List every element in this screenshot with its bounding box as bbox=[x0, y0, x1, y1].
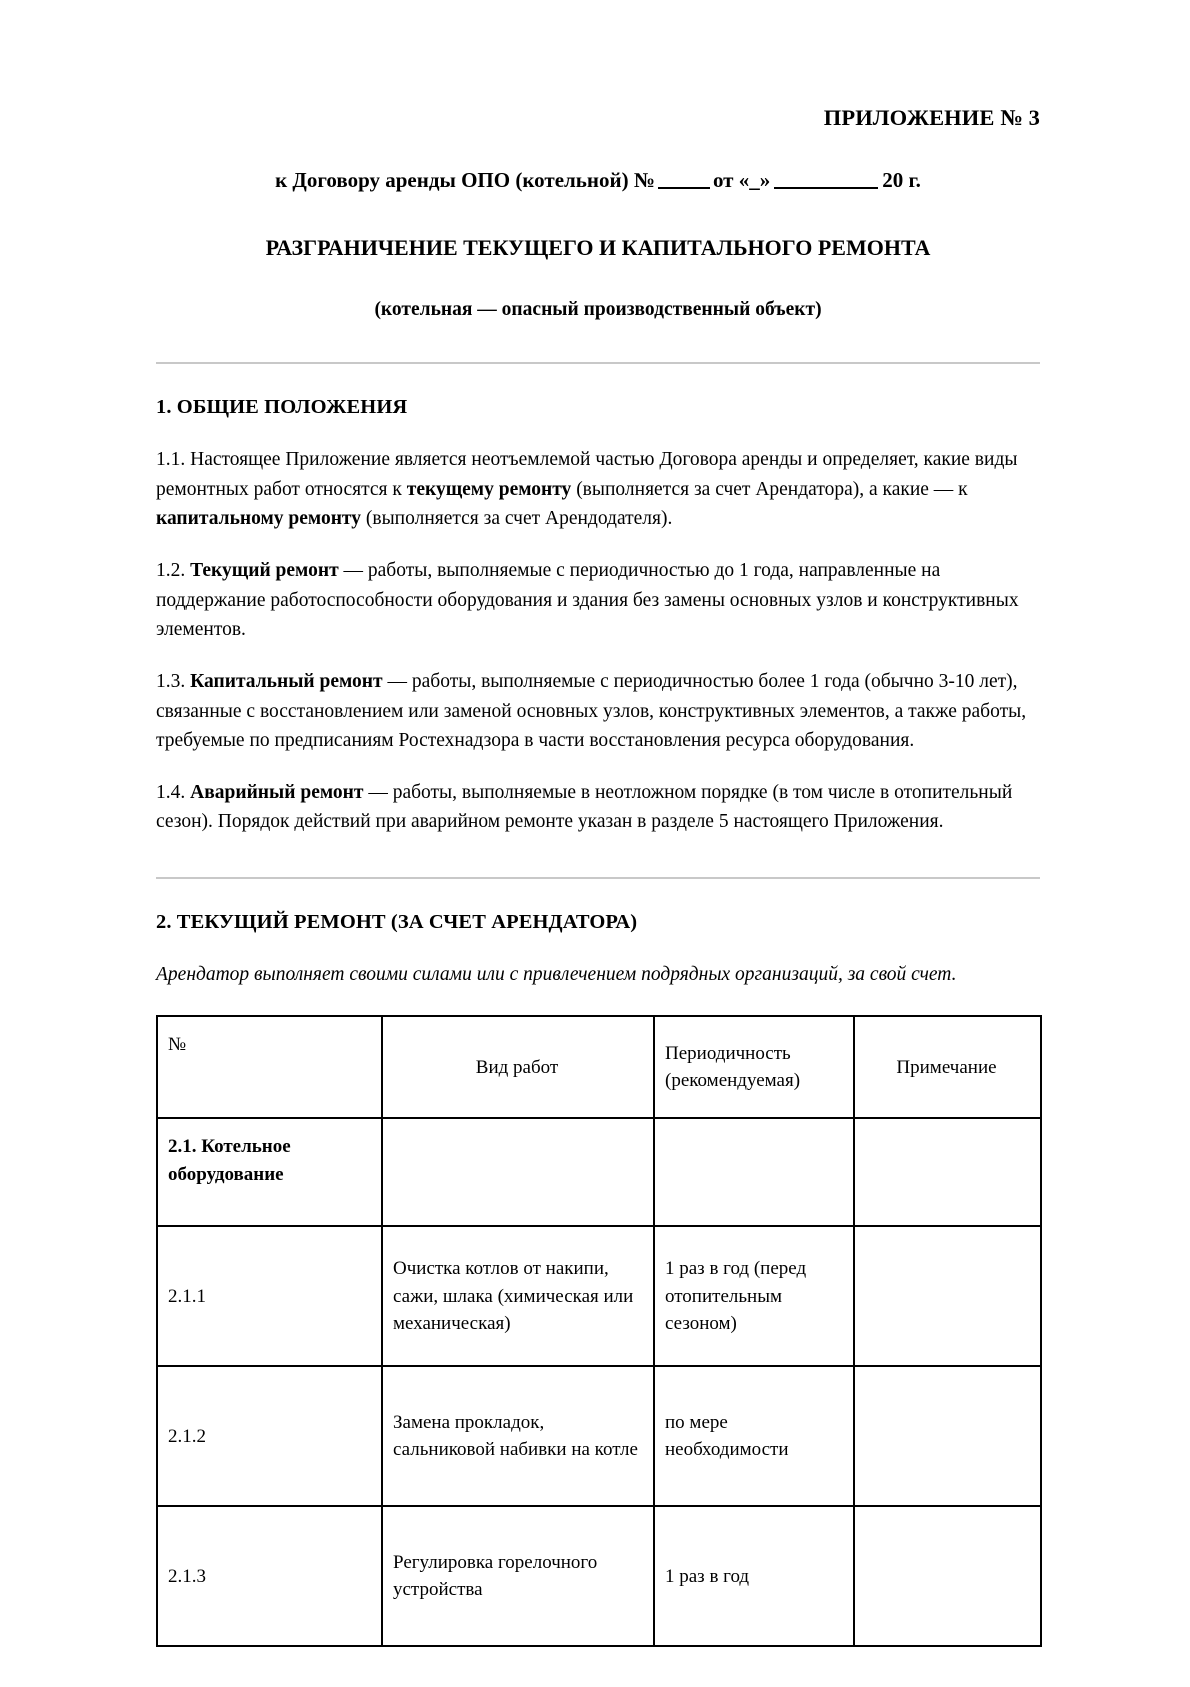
table-header-periodicity bbox=[654, 1016, 854, 1118]
table-header-row bbox=[157, 1016, 1041, 1118]
p-1-2-number: 1.2. bbox=[156, 560, 191, 582]
p-1-4-number: 1.4. bbox=[156, 781, 191, 803]
table-header-periodicity-line1: Периодичность bbox=[665, 1042, 791, 1064]
table-header-periodicity-line2: (рекомендуемая) bbox=[665, 1070, 801, 1092]
p-1-3-definition: — работы, выполняемые с периодичностью более 1 года (обычно 3-10 лет), связанные с восстановлением или заменой основных узлов, конструктивных элементов, а также работы, требуемые по предписаниям Ростехнадзора в части восстановления ресурса оборудования. bbox=[156, 670, 1027, 752]
table-cell-note bbox=[854, 1366, 1041, 1506]
p-1-1-bold-current-repair: текущему ремонту bbox=[406, 478, 572, 500]
table-row bbox=[157, 1366, 1041, 1506]
contract-reference-line bbox=[156, 167, 1040, 194]
table-row bbox=[157, 1118, 1041, 1226]
table-row bbox=[157, 1506, 1041, 1646]
table-cell-period: 1 раз в год (перед отопительным сезоном) bbox=[654, 1226, 854, 1366]
section-1-heading: 1. ОБЩИЕ ПОЛОЖЕНИЯ bbox=[156, 396, 408, 419]
table-header-number: № bbox=[157, 1016, 382, 1118]
paragraph-1-2 bbox=[156, 556, 1040, 645]
table-cell-note bbox=[854, 1506, 1041, 1646]
table-row bbox=[157, 1226, 1041, 1366]
p-1-1-part-c: (выполняется за счет Арендатора), а какие — к bbox=[571, 478, 968, 500]
document-subtitle: (котельная — опасный производственный объект) bbox=[374, 298, 822, 320]
paragraph-1-3 bbox=[156, 667, 1040, 756]
p-1-2-definition: — работы, выполняемые с периодичностью до 1 года, направленные на поддержание работоспособности оборудования и здания без замены основных узлов и конструктивных элементов. bbox=[156, 560, 1019, 641]
contract-reference-prefix: к Договору аренды ОПО (котельной) № bbox=[275, 168, 655, 192]
table-cell-number: 2.1.1 bbox=[157, 1226, 382, 1366]
contract-year: 20 г. bbox=[882, 168, 921, 192]
table-cell-period bbox=[654, 1118, 854, 1226]
p-1-3-number: 1.3. bbox=[156, 670, 191, 692]
p-1-2-term: Текущий ремонт bbox=[190, 560, 339, 582]
table-cell-work: Замена прокладок, сальниковой набивки на котле bbox=[382, 1366, 654, 1506]
p-1-1-part-e: (выполняется за счет Арендодателя). bbox=[361, 508, 673, 530]
table-cell-period: по мере необходимости bbox=[654, 1366, 854, 1506]
contract-date-from: от «_» bbox=[712, 168, 771, 192]
paragraph-1-4 bbox=[156, 778, 1040, 837]
p-1-1-bold-capital-repair: капитальному ремонту bbox=[156, 508, 361, 530]
section-2-intro: Арендатор выполняет своими силами или с привлечением подрядных организаций, за свой счет. bbox=[156, 964, 957, 986]
p-1-4-term: Аварийный ремонт bbox=[190, 781, 364, 803]
divider-middle bbox=[156, 877, 1040, 879]
document-title: РАЗГРАНИЧЕНИЕ ТЕКУЩЕГО И КАПИТАЛЬНОГО РЕМОНТА bbox=[265, 235, 931, 261]
p-1-1-part-a: 1.1. Настоящее Приложение является неотъемлемой частью Договора аренды и определяет, какие виды ремонтных работ относятся к bbox=[156, 449, 1018, 500]
table-cell-group-title: 2.1. Котельное оборудование bbox=[157, 1118, 382, 1226]
p-1-3-term: Капитальный ремонт bbox=[190, 670, 383, 692]
table-cell-number: 2.1.2 bbox=[157, 1366, 382, 1506]
divider-top bbox=[156, 362, 1040, 364]
contract-month-blank bbox=[774, 187, 878, 189]
table-header-note: Примечание bbox=[854, 1016, 1041, 1118]
section-2-heading: 2. ТЕКУЩИЙ РЕМОНТ (ЗА СЧЕТ АРЕНДАТОРА) bbox=[156, 911, 638, 934]
current-repair-works-table bbox=[156, 1015, 1042, 1647]
contract-number-blank bbox=[658, 187, 710, 189]
p-1-4-definition: — работы, выполняемые в неотложном порядке (в том числе в отопительный сезон). Порядок действий при аварийном ремонте указан в разделе 5 настоящего Приложения. bbox=[156, 781, 1013, 833]
table-cell-work: Регулировка горелочного устройства bbox=[382, 1506, 654, 1646]
table-cell-work: Очистка котлов от накипи, сажи, шлака (химическая или механическая) bbox=[382, 1226, 654, 1366]
appendix-number: ПРИЛОЖЕНИЕ № 3 bbox=[823, 105, 1040, 130]
table-cell-number: 2.1.3 bbox=[157, 1506, 382, 1646]
table-cell-note bbox=[854, 1118, 1041, 1226]
table-cell-note bbox=[854, 1226, 1041, 1366]
table-cell-period: 1 раз в год bbox=[654, 1506, 854, 1646]
table-header-work-type: Вид работ bbox=[382, 1016, 654, 1118]
paragraph-1-1 bbox=[156, 445, 1040, 534]
table-cell-work bbox=[382, 1118, 654, 1226]
